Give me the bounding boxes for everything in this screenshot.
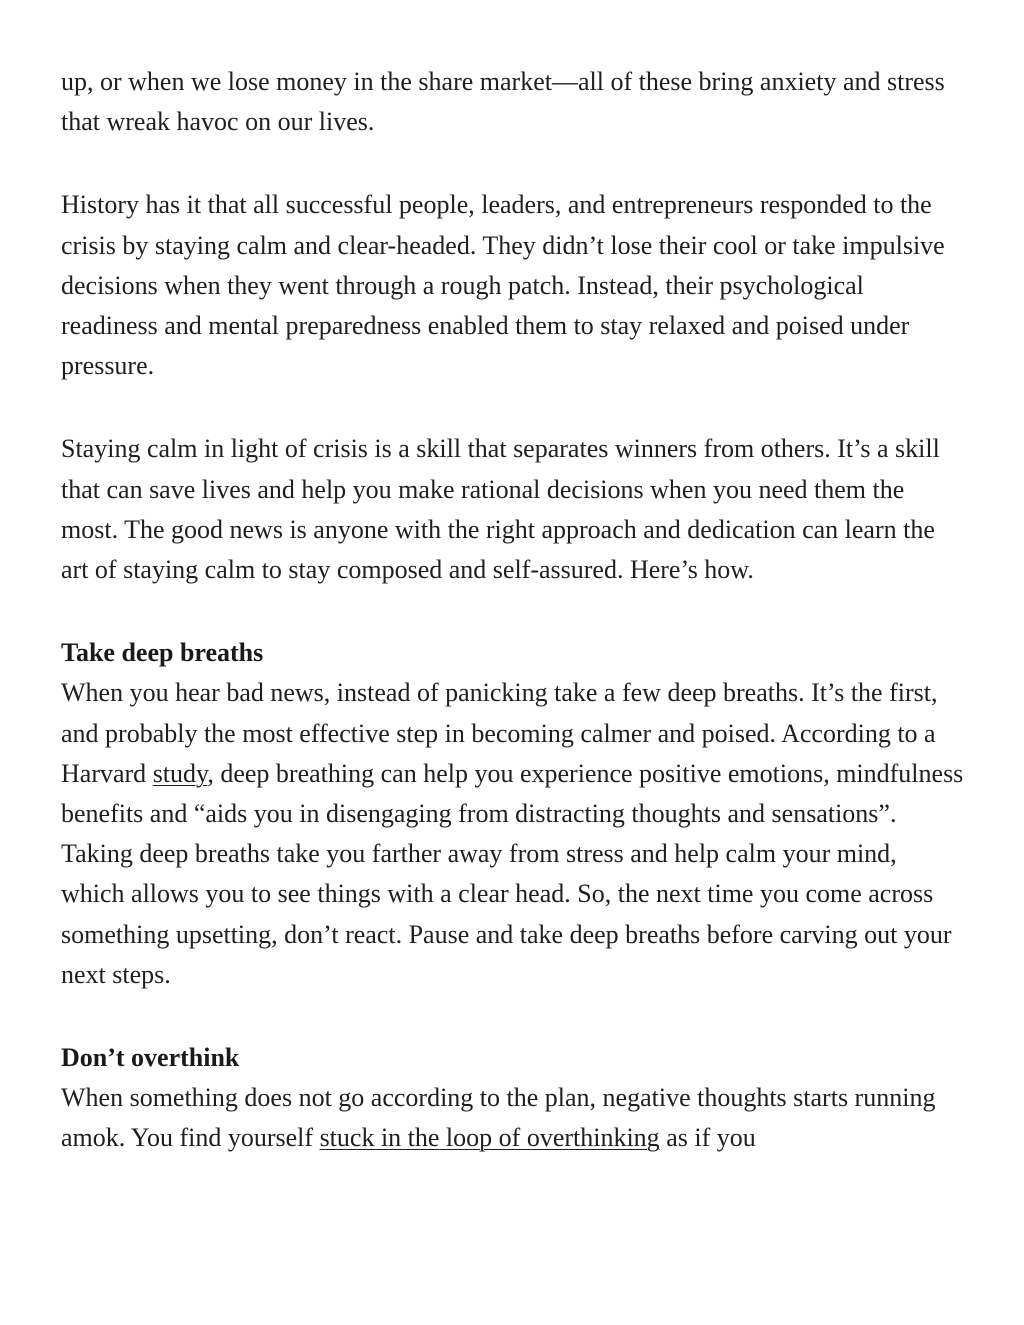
paragraph-overthink	[61, 1078, 966, 1158]
deep-breaths-text-start: When you hear bad news, instead of panicking take a few deep breaths. It’s the first, and probably the most effective step in becoming calmer and poised. According to a Harvard	[61, 678, 938, 788]
paragraph-intro: up, or when we lose money in the share market—all of these bring anxiety and stress that wreak havoc on our lives.	[61, 67, 945, 137]
overthinking-link[interactable]: stuck in the loop of overthinking	[319, 1123, 660, 1153]
paragraph-history: History has it that all successful people, leaders, and entrepreneurs responded to the crisis by staying calm and clear-headed. They didn’t lose their cool or take impulsive decisions when they went through a rough patch. Instead, their psychological readiness and mental preparedness enabled them to stay relaxed and poised under pressure.	[61, 190, 945, 381]
study-link[interactable]: study	[152, 758, 208, 788]
paragraph-skill: Staying calm in light of crisis is a skill that separates winners from others. It’s a skill that can save lives and help you make rational decisions when you need them the most. The good news is anyone with the right approach and dedication can learn the art of staying calm to stay composed and self-assured. Here’s how.	[61, 434, 940, 585]
heading-dont-overthink: Don’t overthink	[61, 1043, 240, 1073]
deep-breaths-text-end: , deep breathing can help you experience positive emotions, mindfulness benefits and “aids you in disengaging from distracting thoughts and sensations”. Taking deep breaths take you farther away from stress and help calm your mind, which allows you to see things with a clear head. So, the next time you come across something upsetting, don’t react. Pause and take deep breaths before carving out your next steps.	[61, 758, 964, 989]
paragraph-deep-breaths	[61, 673, 966, 995]
overthink-text-start: When something does not go according to the plan, negative thoughts starts running amok. You find yourself	[61, 1083, 936, 1153]
overthink-text-end: as if you	[659, 1123, 756, 1153]
heading-take-deep-breaths: Take deep breaths	[61, 638, 264, 668]
article-body	[61, 62, 966, 1159]
